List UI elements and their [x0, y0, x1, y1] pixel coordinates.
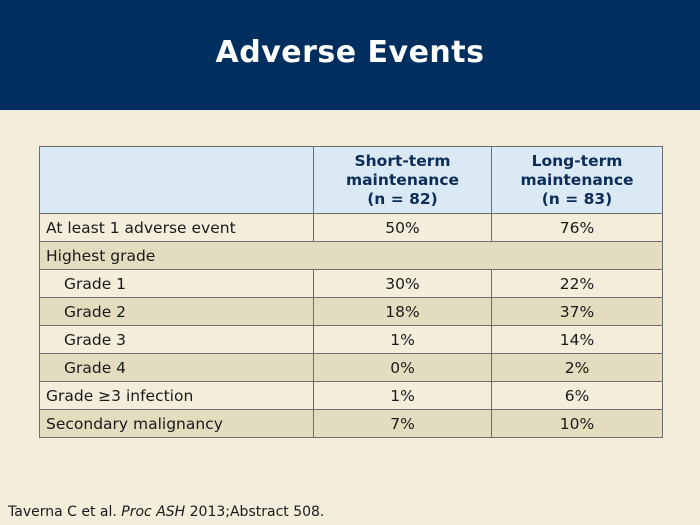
citation-footnote	[8, 504, 324, 520]
row-label: At least 1 adverse event	[40, 214, 314, 242]
short-term-value: 18%	[314, 298, 492, 326]
header-line: (n = 83)	[541, 189, 613, 208]
table-row	[40, 354, 663, 382]
citation-details: 2013;Abstract 508.	[185, 504, 325, 520]
header-cell-long-term	[492, 147, 663, 214]
citation-authors: Taverna C et al.	[8, 504, 122, 520]
table-row	[40, 410, 663, 438]
row-label: Grade 4	[40, 354, 314, 382]
long-term-value: 22%	[492, 270, 663, 298]
long-term-value: 76%	[492, 214, 663, 242]
header-line: maintenance	[520, 170, 634, 189]
short-term-value: 30%	[314, 270, 492, 298]
header-line: Short-term	[354, 151, 451, 170]
header-line: (n = 82)	[367, 189, 438, 208]
short-term-value: 7%	[314, 410, 492, 438]
table-row	[40, 214, 663, 242]
long-term-value: 2%	[492, 354, 663, 382]
adverse-events-table	[39, 146, 663, 438]
row-label: Grade 2	[40, 298, 314, 326]
header-cell-empty	[40, 147, 314, 214]
row-label: Highest grade	[40, 242, 663, 270]
long-term-value: 10%	[492, 410, 663, 438]
table-row	[40, 382, 663, 410]
short-term-value: 1%	[314, 326, 492, 354]
header-cell-short-term	[314, 147, 492, 214]
header-line: maintenance	[345, 170, 460, 189]
row-label: Secondary malignancy	[40, 410, 314, 438]
slide-header	[0, 0, 700, 110]
table-row	[40, 326, 663, 354]
row-label: Grade 3	[40, 326, 314, 354]
short-term-value: 50%	[314, 214, 492, 242]
adverse-events-table-container	[39, 146, 662, 438]
long-term-value: 6%	[492, 382, 663, 410]
table-row	[40, 298, 663, 326]
table-body	[40, 214, 663, 438]
row-label: Grade ≥3 infection	[40, 382, 314, 410]
header-line: Long-term	[531, 151, 623, 170]
table-row	[40, 242, 663, 270]
table-header-row	[40, 147, 663, 214]
short-term-value: 0%	[314, 354, 492, 382]
citation-journal: Proc ASH	[121, 504, 186, 520]
slide-title: Adverse Events	[215, 34, 485, 70]
long-term-value: 37%	[492, 298, 663, 326]
row-label: Grade 1	[40, 270, 314, 298]
short-term-value: 1%	[314, 382, 492, 410]
long-term-value: 14%	[492, 326, 663, 354]
table-row	[40, 270, 663, 298]
